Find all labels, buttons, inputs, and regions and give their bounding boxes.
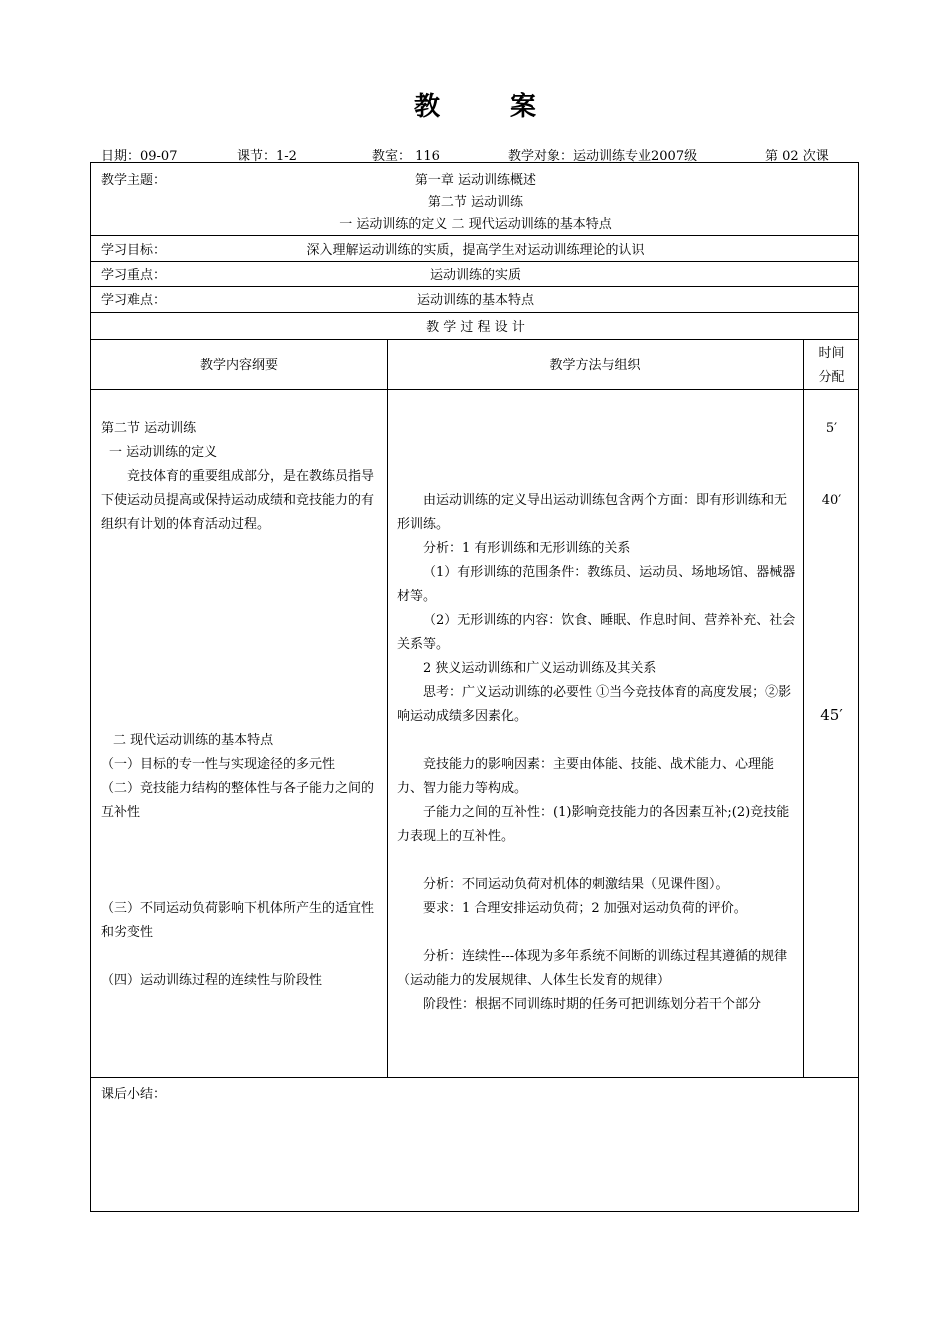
page-title [0, 86, 950, 123]
row-divider [91, 389, 858, 390]
method-intangible: （2）无形训练的内容：饮食、睡眠、作息时间、营养补充、社会关系等。 [397, 613, 796, 652]
method-load-requirement: 要求：1 合理安排运动负荷；2 加强对运动负荷的评价。 [423, 901, 747, 916]
topic-label: 教学主题： [101, 173, 167, 188]
goal-value: 深入理解运动训练的实质，提高学生对运动训练理论的认识 [306, 243, 645, 258]
title-char-1: 教 [413, 92, 440, 122]
method-ability-factors: 竞技能力的影响因素：主要由体能、技能、战术能力、心理能力、智力能力等构成。 [397, 757, 775, 796]
content-feature-3: （三）不同运动负荷影响下机体所产生的适宜性和劣变性 [101, 901, 375, 940]
meta-room: 教室： 116 [372, 149, 440, 164]
content-feature-1: （一）目标的专一性与实现途径的多元性 [101, 757, 336, 772]
row-divider [91, 339, 858, 340]
time-allocation-1: 5′ [825, 421, 838, 436]
method-load-analysis: 分析：不同运动负荷对机体的刺激结果（见课件图）。 [423, 877, 729, 892]
column-divider [387, 339, 388, 1077]
content-features-title: 二 现代运动训练的基本特点 [113, 733, 274, 748]
content-section-title: 第二节 运动训练 [101, 421, 197, 436]
focus-label: 学习重点： [101, 268, 167, 283]
method-tangible: （1）有形训练的范围条件：教练员、运动员、场地场馆、器械器材等。 [397, 565, 796, 604]
method-definition: 由运动训练的定义导出运动训练包含两个方面：即有形训练和无形训练。 [397, 493, 788, 532]
header-method: 教学方法与组织 [549, 358, 641, 373]
method-narrow-broad: 2 狭义运动训练和广义运动训练及其关系 [423, 661, 657, 676]
difficulty-label: 学习难点： [101, 293, 167, 308]
method-think: 思考：广义运动训练的必要性 ①当今竞技体育的高度发展；②影响运动成绩多因素化。 [397, 685, 792, 724]
header-content: 教学内容纲要 [199, 358, 278, 373]
row-divider [91, 286, 858, 287]
topic-chapter: 第一章 运动训练概述 [414, 173, 537, 188]
method-complementarity: 子能力之间的互补性：(1)影响竞技能力的各因素互补;(2)竞技能力表现上的互补性。 [397, 805, 790, 844]
time-allocation-3: 45′ [820, 706, 843, 724]
content-feature-2: （二）竞技能力结构的整体性与各子能力之间的互补性 [101, 781, 375, 820]
row-divider [91, 261, 858, 262]
meta-date: 日期：09-07 [101, 149, 178, 164]
topic-section: 第二节 运动训练 [427, 195, 524, 210]
header-time-1: 时间 [818, 346, 845, 361]
process-title: 教 学 过 程 设 计 [426, 320, 525, 335]
content-definition-body: 竞技体育的重要组成部分，是在教练员指导下使运动员提高或保持运动成绩和竞技能力的有组织有计划的体育活动过程。 [101, 469, 375, 532]
goal-label: 学习目标： [101, 243, 167, 258]
focus-value: 运动训练的实质 [429, 268, 521, 283]
time-allocation-2: 40′ [821, 493, 842, 508]
method-analysis-1: 分析：1 有形训练和无形训练的关系 [423, 541, 631, 556]
method-continuity: 分析：连续性---体现为多年系统不间断的训练过程其遵循的规律（运动能力的发展规律、人体生长发育的规律） [397, 949, 788, 988]
method-stages: 阶段性：根据不同训练时期的任务可把训练划分若干个部分 [423, 997, 762, 1012]
content-feature-4: （四）运动训练过程的连续性与阶段性 [101, 973, 323, 988]
row-divider [91, 235, 858, 236]
meta-audience: 教学对象：运动训练专业2007级 [508, 149, 698, 164]
meta-lesson-count: 第 02 次课 [765, 149, 829, 164]
title-char-2: 案 [510, 92, 537, 122]
lesson-plan-table [90, 162, 859, 1212]
topic-subtopics: 一 运动训练的定义 二 现代运动训练的基本特点 [339, 217, 612, 232]
header-time-2: 分配 [818, 370, 845, 385]
difficulty-value: 运动训练的基本特点 [416, 293, 534, 308]
summary-label: 课后小结： [101, 1087, 167, 1102]
content-definition-title: 一 运动训练的定义 [109, 445, 218, 460]
row-divider [91, 1077, 858, 1078]
meta-lesson: 课节：1-2 [237, 149, 297, 164]
row-divider [91, 312, 858, 313]
